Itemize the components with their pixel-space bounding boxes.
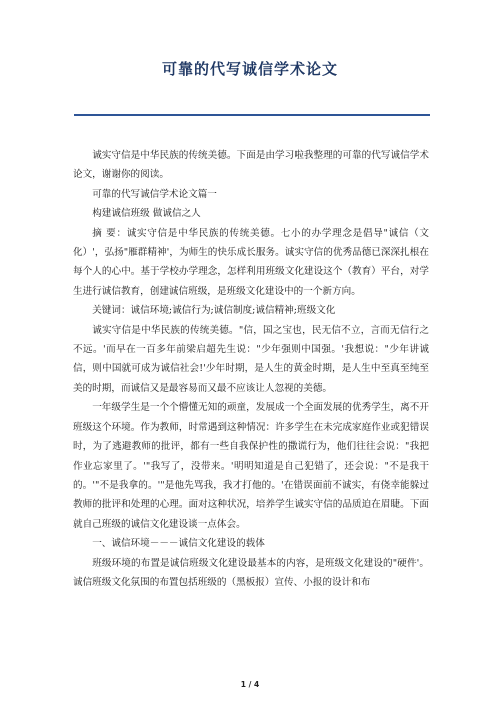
page-number: 1 / 4 bbox=[240, 680, 260, 689]
subsection-heading: 一、诚信环境－－－诚信文化建设的载体 bbox=[92, 538, 265, 550]
article-subtitle: 构建诚信班级 做诚信之人 bbox=[92, 208, 201, 220]
body-paragraph: 班级环境的布置是诚信班级文化建设最基本的内容，是班级文化建设的"硬件'。诚信班级文化氛围的布置包括班级的（黑板报）宣传、小报的设计和布 bbox=[73, 557, 429, 588]
document-title: 可靠的代写诚信学术论文 bbox=[161, 60, 338, 78]
document-body bbox=[73, 146, 429, 592]
body-paragraph: 一年级学生是一个个懵懂无知的顽童，发展成一个全面发展的优秀学生，离不开班级这个环境。作为教师，时常遇到这种情况：许多学生在未完成家庭作业或犯错误时，为了逃避教师的批评，都有一些自我保护性的撒谎行为，他们往往会说："我把作业忘家里了。'"我写了，没带来。'明明知道是自己犯错了，还会说："不是我干的。'"不是我拿的。'"是他先骂我，我才打他的。'在错误面前不诚实，有侥幸能躲过教师的批评和处理的心理。面对这种状况，培养学生诚实守信的品质迫在眉睫。下面就自己班级的诚信文化建设谈一点体会。 bbox=[73, 402, 429, 530]
body-paragraph: 诚实守信是中华民族的传统美德。"信，国之宝也，民无信不立，言而无信行之不远。'而早在一百多年前梁启超先生说："少年强则中国强。'我想说："少年讲诚信，则中国就可成为诚信社会!'少年时期，是人生的黄金时期，是人生中至真至纯至美的时期，而诚信又是最容易而又最不应该让人忽视的美德。 bbox=[73, 324, 429, 394]
title-divider bbox=[74, 114, 430, 116]
abstract-paragraph: 摘 要：诚实守信是中华民族的传统美德。七小的办学理念是倡导"诚信（文化）'，弘扬"雁群精神'，为师生的快乐成长服务。诚实守信的优秀品德已深深扎根在每个人的心中。基于学校办学理念，怎样利用班级文化建设这个（教育）平台，对学生进行诚信教育，创建诚信班级，是班级文化建设中的一个新方向。 bbox=[73, 227, 429, 297]
keywords-paragraph: 关键词：诚信环境;诚信行为;诚信制度;诚信精神;班级文化 bbox=[92, 305, 336, 317]
intro-paragraph: 诚实守信是中华民族的传统美德。下面是由学习啦我整理的可靠的代写诚信学术论文，谢谢你的阅读。 bbox=[73, 150, 429, 181]
section-heading: 可靠的代写诚信学术论文篇一 bbox=[92, 188, 217, 200]
